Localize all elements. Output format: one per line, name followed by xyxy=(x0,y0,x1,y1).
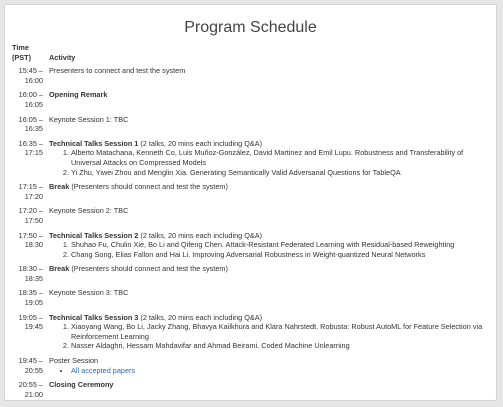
list-item: 1. Xiaoyang Wang, Bo Li, Jacky Zhang, Bhavya Kailkhura and Klara Nahrstedt. Robusta: Robust AutoML for Feature Selection via Reinforcement Learning xyxy=(71,322,495,341)
activity-cell: Technical Talks Session 3 (2 talks, 20 mins each including Q&A) 1. Xiaoyang Wang, Bo Li, Jacky Zhang, Bhavya Kailkhura and Klara Nahrstedt. Robusta: Robust AutoML for Feature Selection via Reinforcement Learning 2. Nasser Aldaghri, Hessam Mahdavifar and Ahmad Beirami. Coded Machine Unlearning xyxy=(47,313,495,356)
table-row xyxy=(10,264,495,288)
activity-cell: Keynote Session 2: TBC xyxy=(49,206,129,216)
activity-cell: Presenters to connect and test the system xyxy=(49,66,186,76)
time-cell: 17:20 – 17:50 xyxy=(18,206,43,225)
schedule-panel xyxy=(4,4,497,401)
paper-list xyxy=(49,322,495,351)
list-item: 1. Alberto Matachana, Kenneth Co, Luis Muñoz-González, David Martinez and Emil Lupu. Robustness and Transferability of Universal Attacks on Compressed Models xyxy=(71,148,495,167)
activity-cell: Closing Ceremony xyxy=(49,380,114,390)
time-cell: 18:30 – 18:35 xyxy=(18,264,43,283)
table-row xyxy=(10,66,495,90)
table-row xyxy=(10,231,495,265)
time-cell: 16:00 – 16:05 xyxy=(18,90,43,109)
schedule-table xyxy=(10,43,495,404)
link-list xyxy=(49,366,495,376)
activity-cell: Technical Talks Session 2 (2 talks, 20 mins each including Q&A) 1. Shuhao Fu, Chulin Xie, Bo Li and Qifeng Chen. Attack-Resistant Federated Learning with Residual-based Reweighting 2. Chang Song, Elias Fallon and Hai Li. Improving Adversarial Robustness in Weight-quantized Neural Networks xyxy=(47,231,495,265)
activity-cell: Poster Session • All accepted papers xyxy=(47,356,495,380)
list-item: 2. Nasser Aldaghri, Hessam Mahdavifar and Ahmad Beirami. Coded Machine Unlearning xyxy=(71,341,495,351)
list-item xyxy=(71,366,495,376)
table-row xyxy=(10,90,495,114)
activity-column-header: Activity xyxy=(49,52,76,62)
time-cell: 18:35 – 19:05 xyxy=(18,288,43,308)
table-row xyxy=(10,139,495,182)
table-row xyxy=(10,380,495,404)
activity-cell: Break (Presenters should connect and test the system) xyxy=(49,182,228,192)
table-row xyxy=(10,288,495,312)
time-cell: 20:55 – 21:00 xyxy=(18,380,43,399)
accepted-papers-link[interactable]: All accepted papers xyxy=(71,365,136,375)
table-row xyxy=(10,182,495,206)
table-row xyxy=(10,206,495,230)
paper-list xyxy=(49,148,495,177)
time-cell: 17:15 – 17:20 xyxy=(18,182,43,201)
table-row xyxy=(10,115,495,139)
list-item: 2. Yi Zhu, Yiwei Zhou and Menglin Xia. Generating Semantically Valid Adversarial Questions for TableQA xyxy=(71,168,495,178)
page-title: Program Schedule xyxy=(184,19,317,36)
time-column-header: Time (PST) xyxy=(12,43,32,62)
time-cell: 15:45 – 16:00 xyxy=(18,66,43,85)
list-item: 1. Shuhao Fu, Chulin Xie, Bo Li and Qifeng Chen. Attack-Resistant Federated Learning with Residual-based Reweighting xyxy=(71,240,495,250)
list-item: 2. Chang Song, Elias Fallon and Hai Li. Improving Adversarial Robustness in Weight-quantized Neural Networks xyxy=(71,250,495,260)
activity-cell: Break (Presenters should connect and test the system) xyxy=(49,264,228,274)
paper-list xyxy=(49,240,495,259)
time-cell: 17:50 – 18:30 xyxy=(18,230,43,250)
time-cell: 19:45 – 20:55 xyxy=(18,356,43,375)
time-cell: 16:35 – 17:15 xyxy=(18,138,43,158)
activity-cell: Keynote Session 1: TBC xyxy=(49,114,129,124)
activity-cell: Technical Talks Session 1 (2 talks, 20 mins each including Q&A) 1. Alberto Matachana, Kenneth Co, Luis Muñoz-González, David Martinez and Emil Lupu. Robustness and Transferability of Universal Attacks on Compressed Models 2. Yi Zhu, Yiwei Zhou and Menglin Xia. Generating Semantically Valid Adversarial Questions for TableQA xyxy=(47,139,495,182)
activity-cell: Keynote Session 3: TBC xyxy=(49,288,129,298)
table-row xyxy=(10,313,495,356)
table-row xyxy=(10,356,495,380)
time-cell: 16:05 – 16:35 xyxy=(18,114,43,134)
table-header-row xyxy=(10,43,495,66)
activity-cell: Opening Remark xyxy=(49,90,108,100)
time-cell: 19:05 – 19:45 xyxy=(18,312,43,332)
